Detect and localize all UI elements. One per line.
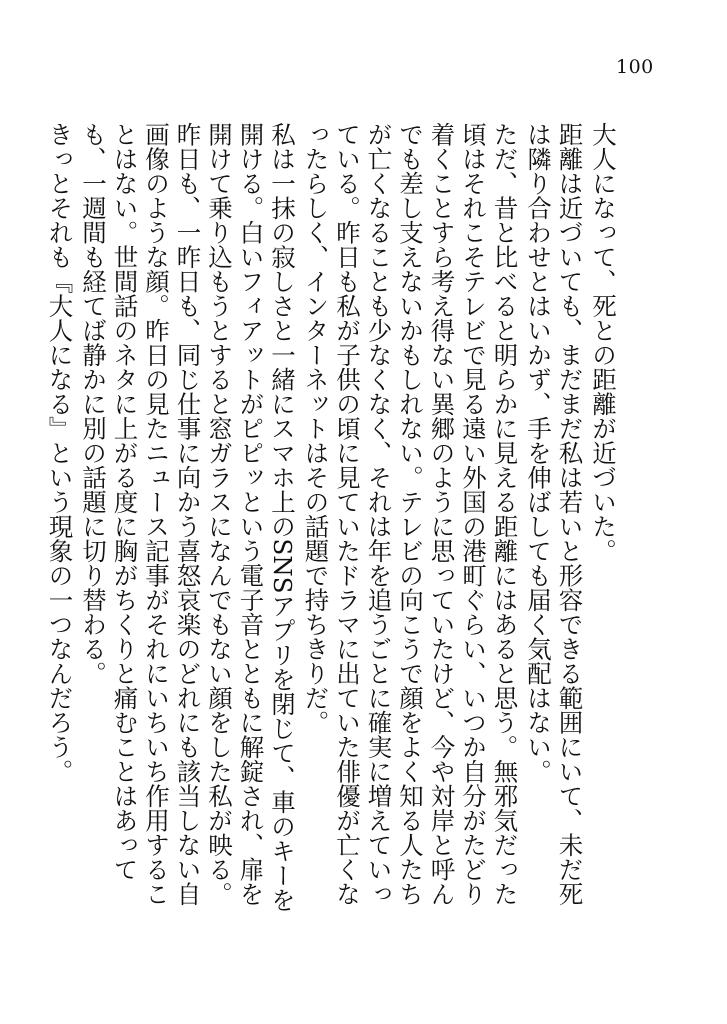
vertical-text-body — [44, 122, 619, 922]
paragraph-2: 距離は近づいても、まだまだ私は若いと形容できる範囲にいて、未だ死は隣り合わせとはいかず、手を伸ばしても届く気配はない。 — [524, 122, 585, 906]
paragraph-5: きっとそれも『大人になる』という現象の一つなんだろう。 — [45, 122, 75, 784]
paragraph-3: ただ、昔と比べると明らかに見える距離にはあると思う。無邪気だった頃はそれこそテレビで見る遠い外国の港町ぐらい、いつか自分がたどり着くことすら考え得ない異郷のように思っていたけど、今や対岸と呼んでも差し支えないかもしれない。テレビの向こうで顔をよく知る人たちが亡くなることも少なくなく、それは年を追うごとに確実に増えていっている。昨日も私が子供の頃に見ていたドラマに出ていた俳優が亡くなったらしく、インターネットはその話題で持ちきりだ。 — [301, 122, 520, 906]
paragraph-1: 大人になって、死との距離が近づいた。 — [589, 122, 618, 563]
page-number: 100 — [616, 56, 654, 78]
paragraph-4: 私は一抹の寂しさと一緒にスマホ上のSNSアプリを閉じて、車のキーを開ける。白いフィアットがピピッという電子音とともに解錠され、扉を開けて乗り込もうとすると窓ガラスになんでもない顔をした私が映る。昨日も、一昨日も、同じ仕事に向かう喜怒哀楽のどれにも該当しない自画像のような顔。昨日の見たニュース記事がそれにいちいち作用することはない。世間話のネタに上がる度に胸がちくりと痛むことはあっても、一週間も経てば静かに別の話題に切り替わる。 — [79, 122, 297, 913]
